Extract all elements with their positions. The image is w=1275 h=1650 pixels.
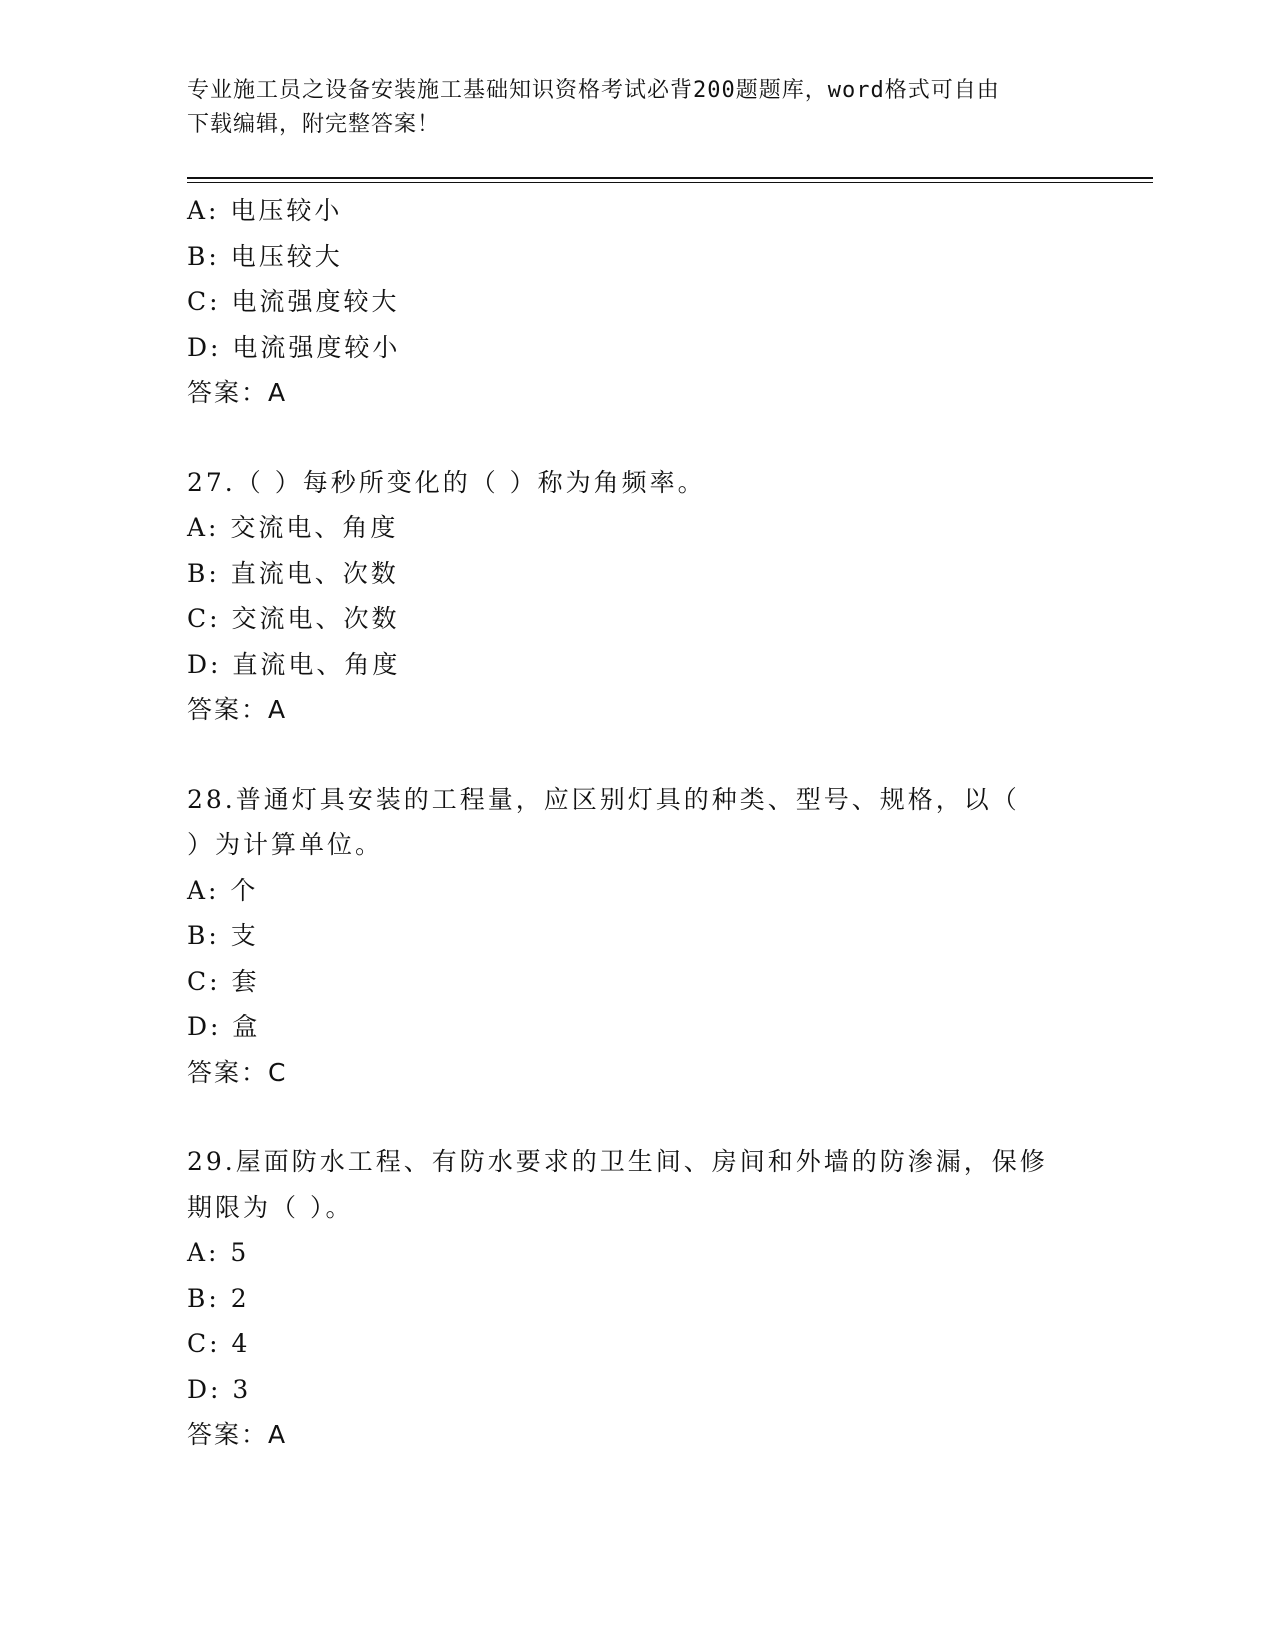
option-a: A: 个 — [187, 875, 259, 905]
question-list — [187, 188, 1087, 1458]
question-29 — [187, 1139, 1087, 1458]
spacer — [187, 733, 1087, 777]
question-26 — [187, 188, 1087, 416]
option-d: D: 3 — [187, 1374, 252, 1404]
option-d: D: 直流电、角度 — [187, 649, 401, 679]
option-a: A: 电压较小 — [187, 196, 343, 225]
option-d: D: 盒 — [187, 1012, 261, 1041]
question-27 — [187, 460, 1087, 733]
option-b: B: 直流电、次数 — [187, 558, 399, 588]
answer: 答案：A — [187, 1420, 288, 1449]
option-c: C: 4 — [187, 1329, 251, 1358]
question-text-line-1: 29.屋面防水工程、有防水要求的卫生间、房间和外墙的防渗漏，保修 — [187, 1147, 1048, 1176]
option-d: D: 电流强度较小 — [187, 332, 401, 362]
answer: 答案：A — [187, 378, 288, 407]
header-line-1: 专业施工员之设备安装施工基础知识资格考试必背200题题库，word格式可自由 — [187, 78, 1000, 103]
option-b: B: 电压较大 — [187, 241, 343, 271]
question-text-line-2: 期限为（ ）。 — [187, 1192, 354, 1222]
document-header — [187, 74, 1067, 142]
header-line-2: 下载编辑，附完整答案！ — [187, 112, 441, 137]
spacer — [187, 1095, 1087, 1139]
question-28 — [187, 777, 1087, 1096]
option-c: C: 交流电、次数 — [187, 604, 400, 633]
question-text: 27.（ ）每秒所变化的（ ）称为角频率。 — [187, 467, 706, 497]
answer: 答案：A — [187, 695, 288, 724]
option-a: A: 交流电、角度 — [187, 513, 399, 542]
header-divider-thin — [187, 182, 1153, 183]
option-b: B: 支 — [187, 921, 259, 950]
answer: 答案：C — [187, 1057, 288, 1087]
option-b: B: 2 — [187, 1283, 250, 1313]
option-a: A: 5 — [187, 1238, 250, 1267]
spacer — [187, 416, 1087, 460]
option-c: C: 电流强度较大 — [187, 287, 400, 316]
question-text-line-2: ）为计算单位。 — [187, 830, 384, 859]
question-text-line-1: 28.普通灯具安装的工程量，应区别灯具的种类、型号、规格，以（ — [187, 784, 1020, 814]
header-divider-thick — [187, 177, 1153, 179]
option-c: C: 套 — [187, 966, 260, 996]
